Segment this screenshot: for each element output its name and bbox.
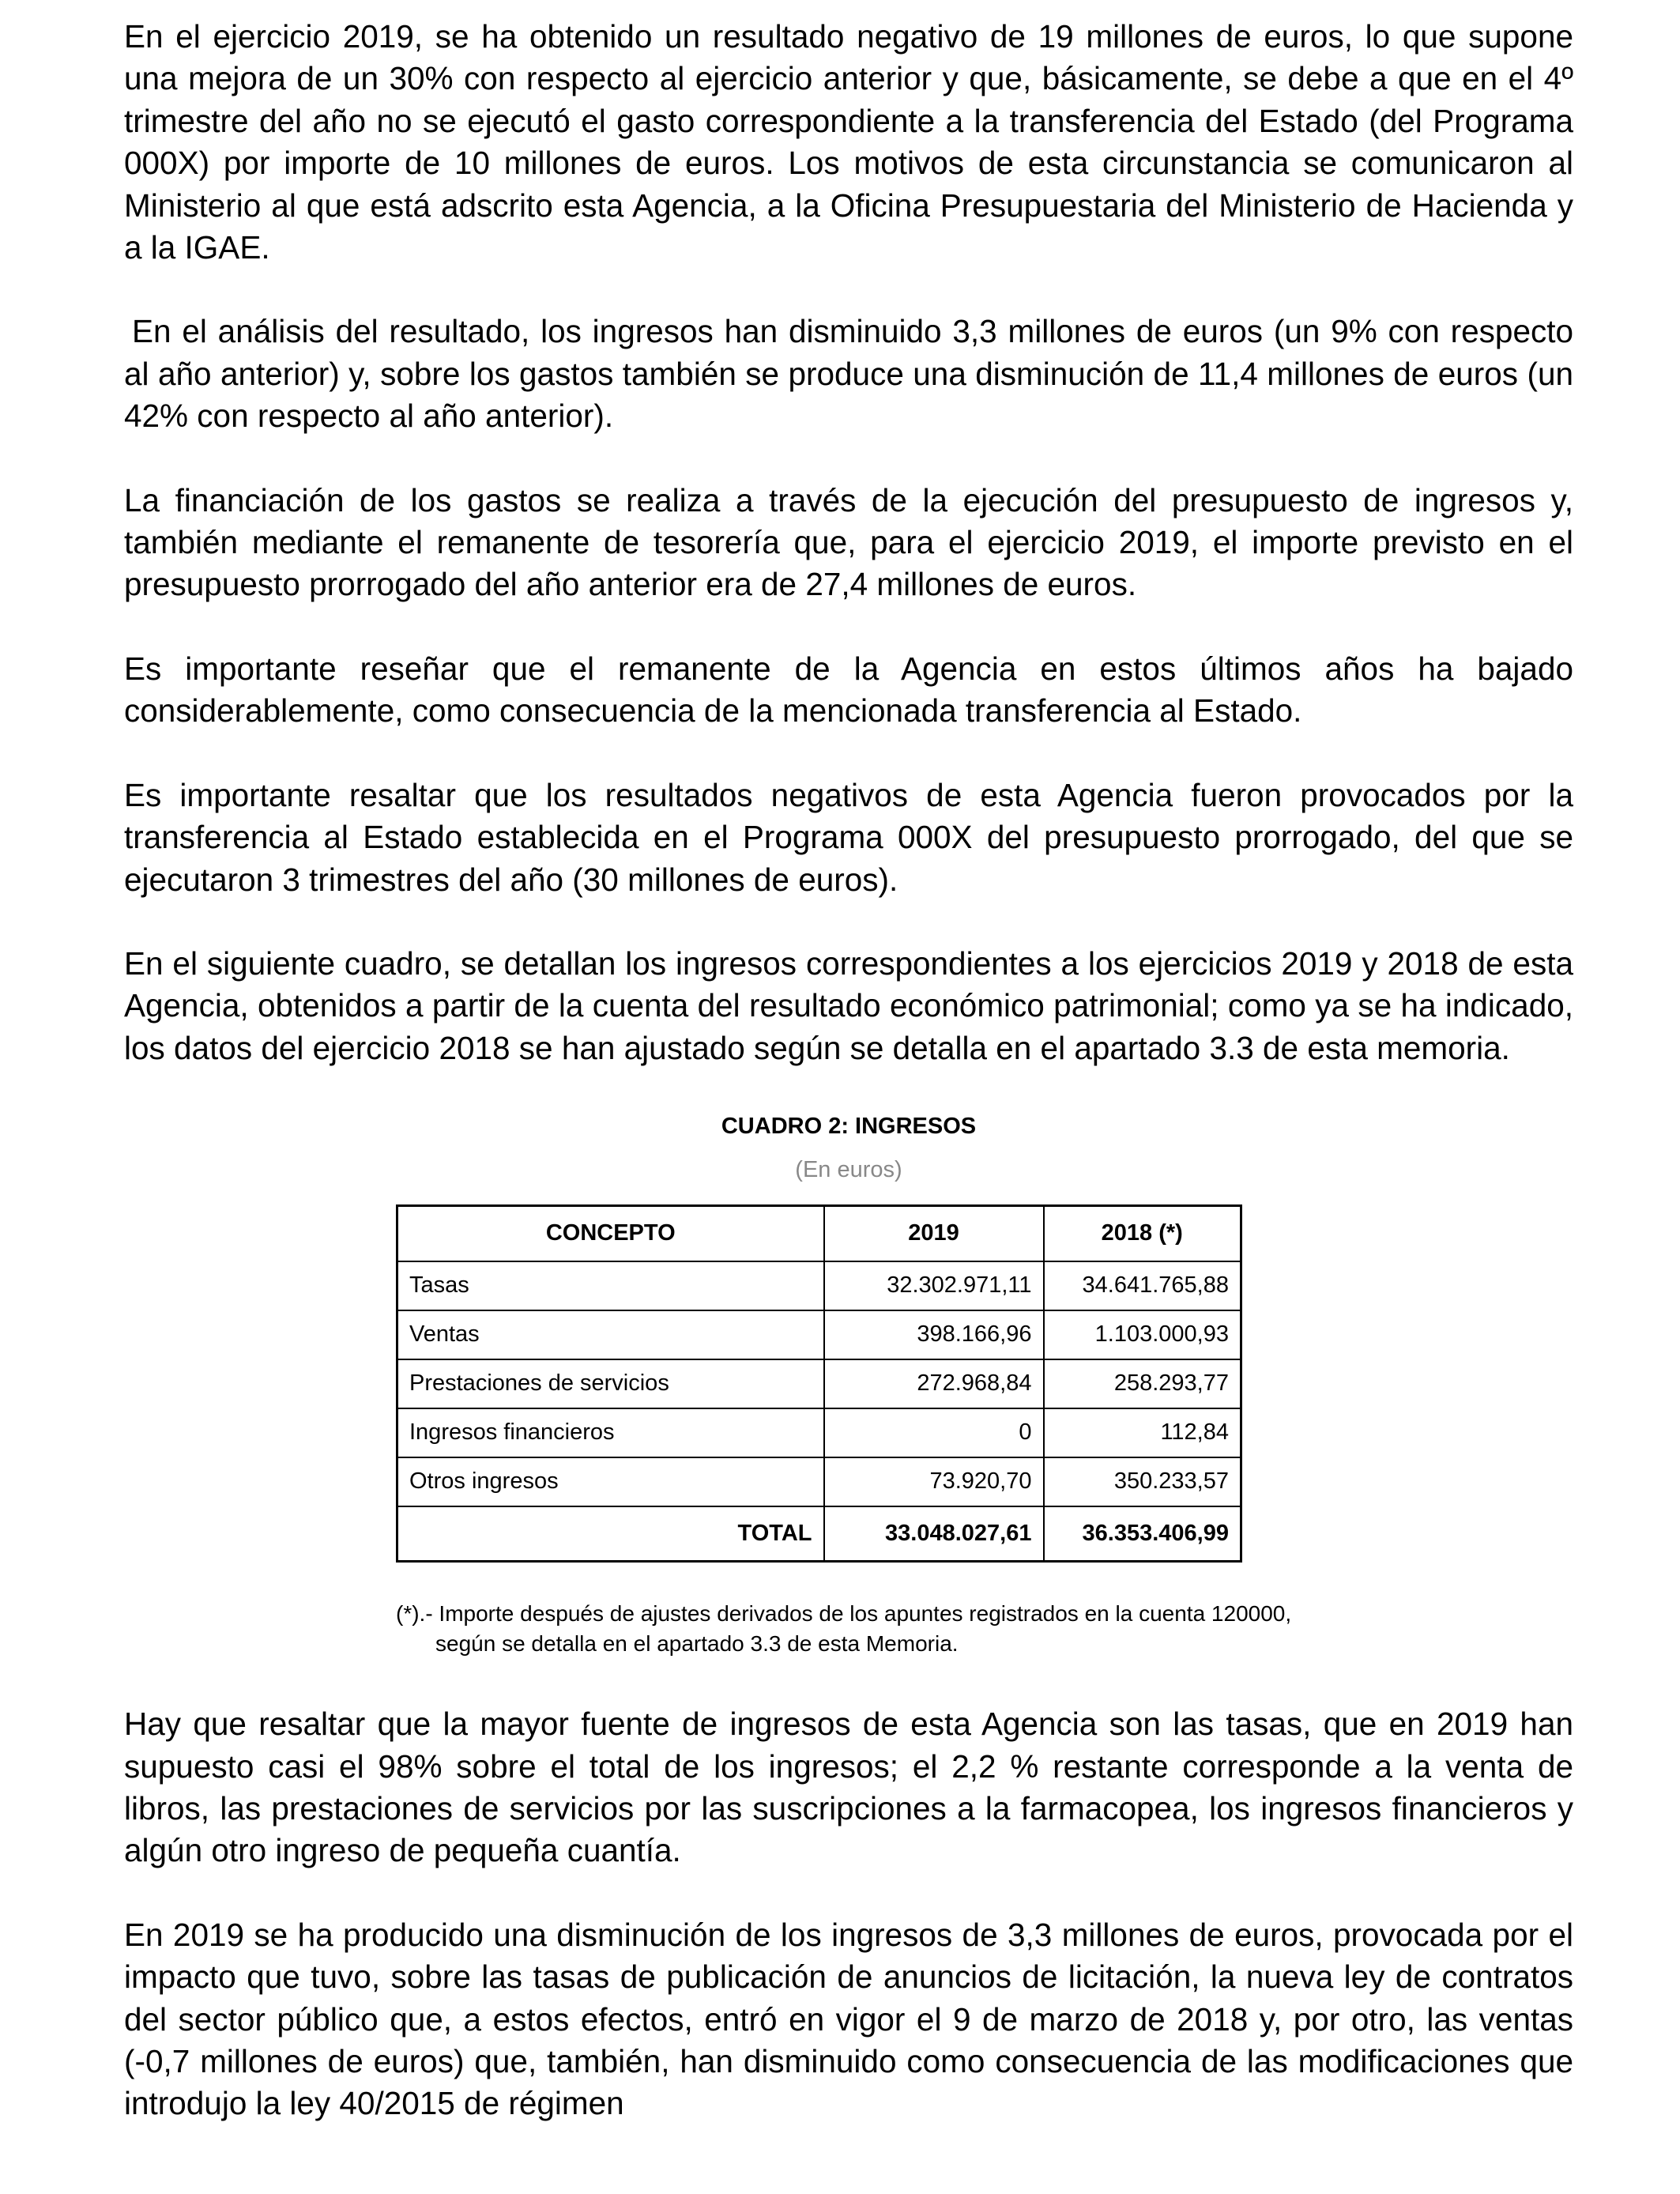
income-table [396, 1204, 1242, 1563]
table-row [397, 1310, 1241, 1359]
paragraph-resultados-negativos: Es importante resaltar que los resultados negativos de esta Agencia fueron provocados por la transferencia al Estado establecida en el Programa 000X del presupuesto prorrogado, del que se ejecutaron 3 trimestres del año (30 millones de euros). [124, 776, 1573, 898]
total-value-2018: 36.353.406,99 [1044, 1506, 1241, 1562]
row-value-2018: 258.293,77 [1044, 1359, 1241, 1408]
row-value-2018: 350.233,57 [1044, 1457, 1241, 1506]
header-2019: 2019 [824, 1206, 1044, 1261]
row-concepto: Otros ingresos [397, 1457, 824, 1506]
header-concepto: CONCEPTO [397, 1206, 824, 1261]
row-concepto: Prestaciones de servicios [397, 1359, 824, 1408]
row-concepto: Tasas [397, 1261, 824, 1310]
closing-text [124, 1703, 1573, 2125]
document-page [124, 16, 1573, 2167]
row-concepto: Ventas [397, 1310, 824, 1359]
table-row [397, 1408, 1241, 1457]
paragraph-fuente-ingresos: Hay que resaltar que la mayor fuente de ingresos de esta Agencia son las tasas, que en 2019 han supuesto casi el 98% sobre el total de los ingresos; el 2,2 % restante corresponde a la venta de libros, las prestaciones de servicios por las suscripciones a la farmacopea, los ingresos financieros y algún otro ingreso de pequeña cuantía. [124, 1706, 1573, 1869]
table-row [397, 1261, 1241, 1310]
row-concepto: Ingresos financieros [397, 1408, 824, 1457]
paragraph-siguiente-cuadro: En el siguiente cuadro, se detallan los ingresos correspondientes a los ejercicios 2019 y 2018 de esta Agencia, obtenidos a partir de la cuenta del resultado económico patrimonial; como ya se ha indicado, los datos del ejercicio 2018 se han ajustado según se detalla en el apartado 3.3 de esta memoria. [124, 944, 1573, 1066]
row-value-2019: 73.920,70 [824, 1457, 1044, 1506]
row-value-2018: 1.103.000,93 [1044, 1310, 1241, 1359]
row-value-2019: 32.302.971,11 [824, 1261, 1044, 1310]
table-header-row [397, 1206, 1241, 1261]
total-value-2019: 33.048.027,61 [824, 1506, 1044, 1562]
paragraph-resultado: En el ejercicio 2019, se ha obtenido un resultado negativo de 19 millones de euros, lo que supone una mejora de un 30% con respecto al ejercicio anterior y que, básicamente, se debe a que en el 4º trimestre del año no se ejecutó el gasto correspondiente a la transferencia del Estado (del Programa 000X) por importe de 10 millones de euros. Los motivos de esta circunstancia se comunicaron al Ministerio al que está adscrito esta Agencia, a la Oficina Presupuestaria del Ministerio de Hacienda y a la IGAE. [124, 18, 1573, 266]
table-unit: (En euros) [795, 1157, 902, 1183]
row-value-2019: 0 [824, 1408, 1044, 1457]
row-value-2018: 112,84 [1044, 1408, 1241, 1457]
income-table-section [124, 1111, 1573, 1659]
row-value-2019: 272.968,84 [824, 1359, 1044, 1408]
table-row [397, 1457, 1241, 1506]
row-value-2019: 398.166,96 [824, 1310, 1044, 1359]
paragraph-disminucion-ingresos: En 2019 se ha producido una disminución de los ingresos de 3,3 millones de euros, provocada por el impacto que tuvo, sobre las tasas de publicación de anuncios de licitación, la nueva ley de contratos del sector público que, a estos efectos, entró en vigor el 9 de marzo de 2018 y, por otro, las ventas (-0,7 millones de euros) que, también, han disminuido como consecuencia de las modificaciones que introdujo la ley 40/2015 de régimen [124, 1916, 1573, 2122]
row-value-2018: 34.641.765,88 [1044, 1261, 1241, 1310]
table-total-row [397, 1506, 1241, 1562]
footnote-line-1: (*).- Importe después de ajustes derivados de los apuntes registrados en la cuenta 120000, [396, 1601, 1292, 1627]
paragraph-financiacion: La financiación de los gastos se realiza a través de la ejecución del presupuesto de ingresos y, también mediante el remanente de tesorería que, para el ejercicio 2019, el importe previsto en el presupuesto prorrogado del año anterior era de 27,4 millones de euros. [124, 481, 1573, 603]
total-label: TOTAL [397, 1506, 824, 1562]
table-caption: CUADRO 2: INGRESOS [721, 1114, 977, 1140]
paragraph-analisis: En el análisis del resultado, los ingresos han disminuido 3,3 millones de euros (un 9% con respecto al año anterior) y, sobre los gastos también se produce una disminución de 11,4 millones de euros (un 42% con respecto al año anterior). [124, 313, 1573, 435]
footnote-line-2: según se detalla en el apartado 3.3 de esta Memoria. [435, 1631, 959, 1657]
table-row [397, 1359, 1241, 1408]
table-footnote [396, 1599, 1305, 1659]
header-2018: 2018 (*) [1044, 1206, 1241, 1261]
paragraph-remanente: Es importante reseñar que el remanente de la Agencia en estos últimos años ha bajado considerablemente, como consecuencia de la mencionada transferencia al Estado. [124, 650, 1573, 729]
